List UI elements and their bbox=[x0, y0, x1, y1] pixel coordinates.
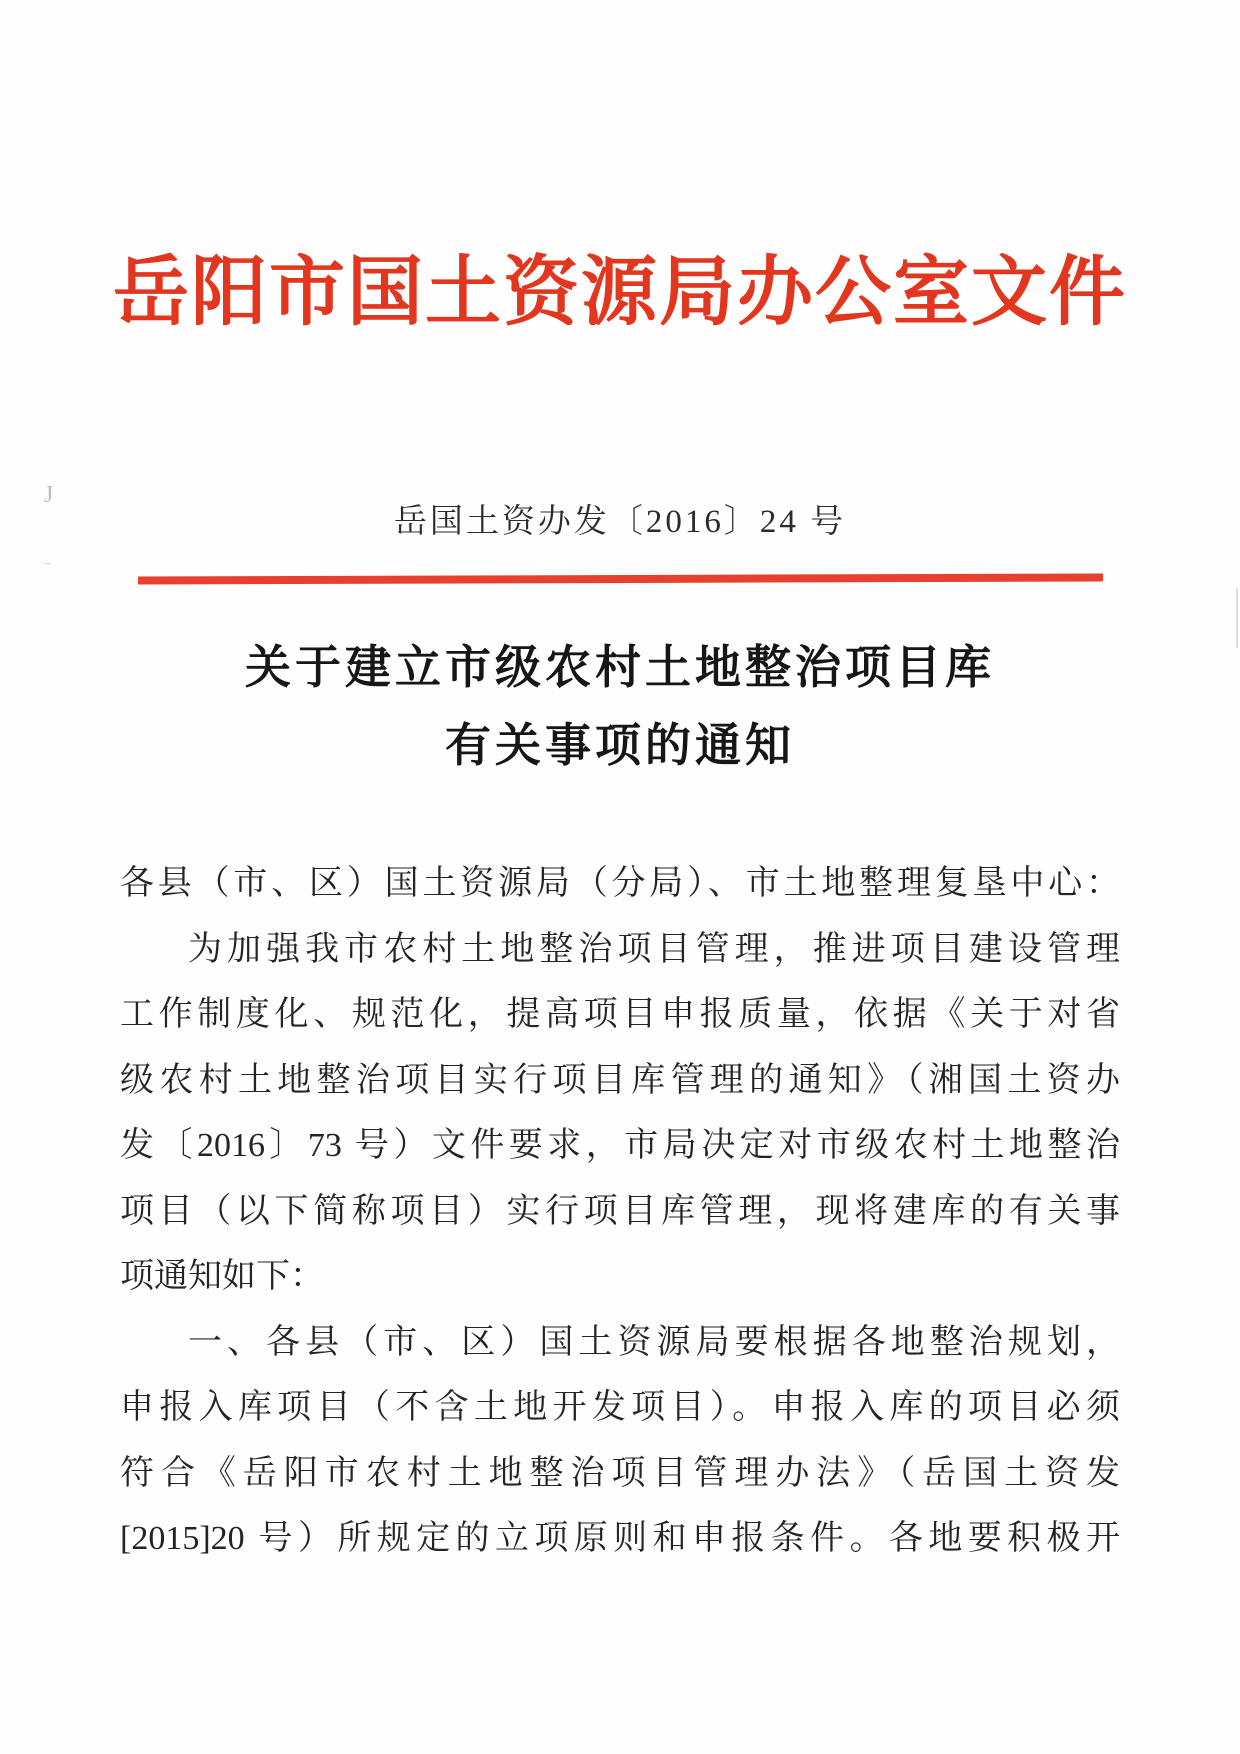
body-text-line bbox=[120, 851, 1120, 917]
body-text: 符合《岳阳市农村土地整治项目管理办法》（岳国土资发 bbox=[120, 1454, 1120, 1492]
document-number: 岳国土资办发〔2016〕24 号 bbox=[393, 504, 847, 540]
body-text-line bbox=[120, 1048, 1120, 1114]
body-text-line bbox=[120, 1441, 1120, 1507]
document-title-line1: 关于建立市级农村土地整治项目库 bbox=[245, 642, 995, 693]
body-text: 一、各县（市、区）国土资源局要根据各地整治规划， bbox=[188, 1323, 1120, 1361]
document-title-line2: 有关事项的通知 bbox=[445, 720, 795, 771]
body-text: 项通知如下： bbox=[120, 1258, 324, 1295]
document-body bbox=[120, 851, 1120, 1572]
document-title bbox=[0, 629, 1240, 785]
body-text-line bbox=[120, 1375, 1120, 1441]
scan-artifact: J bbox=[44, 482, 54, 508]
body-text-line bbox=[120, 1113, 1120, 1179]
scan-edge-shadow bbox=[1236, 588, 1238, 648]
body-text: [2015]20 号）所规定的立项原则和申报条件。各地要积极开 bbox=[120, 1520, 1120, 1557]
body-text: 项目（以下简称项目）实行项目库管理，现将建库的有关事 bbox=[120, 1192, 1120, 1230]
body-text: 工作制度化、规范化，提高项目申报质量，依据《关于对省 bbox=[120, 996, 1120, 1033]
body-text: 级农村土地整治项目实行项目库管理的通知》（湘国土资办 bbox=[120, 1061, 1120, 1099]
body-text: 各县（市、区）国土资源局（分局）、市土地整理复垦中心： bbox=[120, 865, 1120, 902]
agency-letterhead-title: 岳阳市国土资源局办公室文件 bbox=[113, 251, 1127, 335]
body-text-line bbox=[120, 1179, 1120, 1245]
body-text-line bbox=[120, 1506, 1120, 1572]
body-text-line bbox=[120, 982, 1120, 1048]
red-divider-line bbox=[137, 573, 1102, 584]
scan-artifact: – bbox=[44, 556, 49, 571]
body-text-line bbox=[120, 1310, 1120, 1376]
body-text: 申报入库项目（不含土地开发项目）。申报入库的项目必须 bbox=[120, 1389, 1120, 1426]
body-text: 发〔2016〕73 号）文件要求，市局决定对市级农村土地整治 bbox=[120, 1127, 1120, 1164]
body-text: 为加强我市农村土地整治项目管理，推进项目建设管理 bbox=[188, 930, 1120, 968]
body-text-line bbox=[120, 917, 1120, 983]
body-text-line bbox=[120, 1244, 1120, 1310]
